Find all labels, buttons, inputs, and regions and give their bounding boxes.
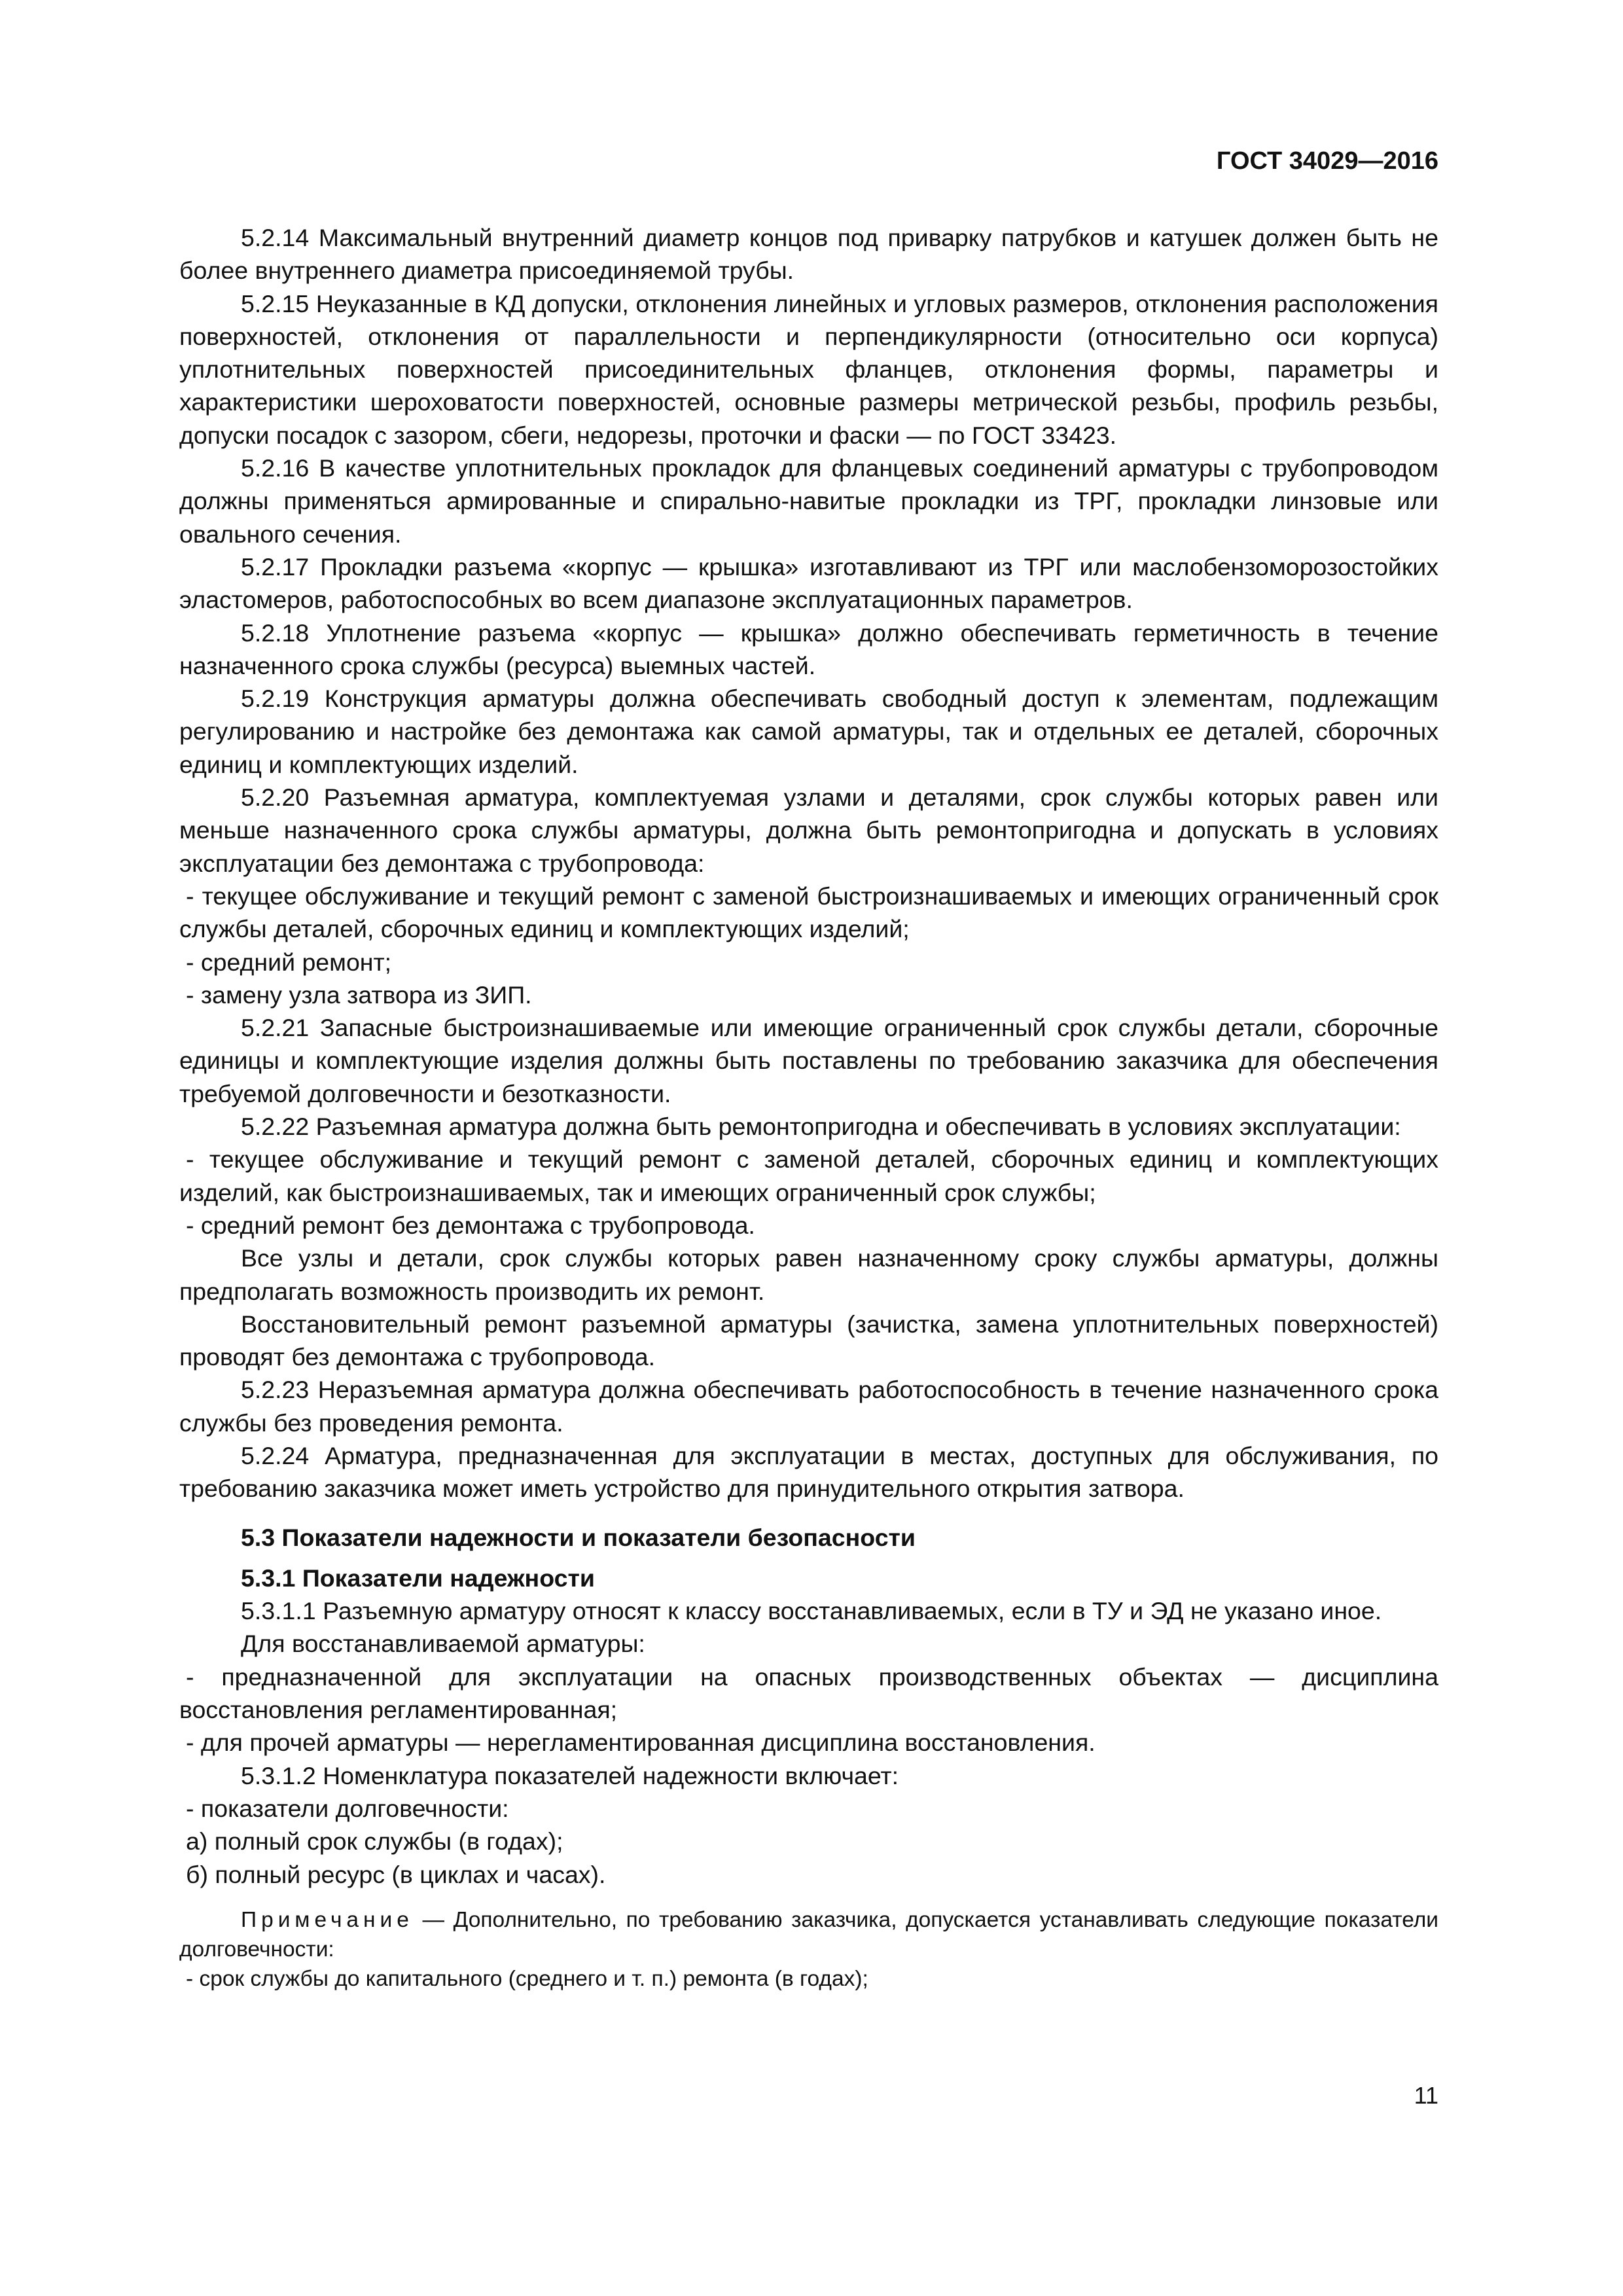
paragraph: Все узлы и детали, срок службы которых равен назначенному сроку службы арматуры, должны предполагать возможность производить их ремонт.	[179, 1244, 1438, 1305]
list-item: - предназначенной для эксплуатации на опасных производственных объектах — дисциплина восстановления регламентированная;	[179, 1662, 1438, 1724]
note	[179, 1905, 1438, 1964]
clause-5-2-24: 5.2.24 Арматура, предназначенная для эксплуатации в местах, доступных для обслуживания, по требованию заказчика может иметь устройство для принудительного открытия затвора.	[179, 1441, 1438, 1503]
clause-5-2-19: 5.2.19 Конструкция арматуры должна обеспечивать свободный доступ к элементам, подлежащим регулированию и настройке без демонтажа как самой арматуры, так и отдельных ее деталей, сборочных единиц и комплектующих изделий.	[179, 685, 1438, 778]
paragraph: Восстановительный ремонт разъемной арматуры (зачистка, замена уплотнительных поверхностей) проводят без демонтажа с трубопровода.	[179, 1310, 1438, 1371]
paragraph: Для восстанавливаемой арматуры:	[241, 1630, 645, 1658]
body-text	[179, 221, 1438, 1994]
note-list-item: - срок службы до капитального (среднего и т. п.) ремонта (в годах);	[186, 1966, 868, 1991]
list-item: а) полный срок службы (в годах);	[186, 1827, 563, 1856]
subsection-heading-5-3-1: 5.3.1 Показатели надежности	[241, 1564, 595, 1592]
clause-5-2-18: 5.2.18 Уплотнение разъема «корпус — крышка» должно обеспечивать герметичность в течение назначенного срока службы (ресурса) выемных частей.	[179, 619, 1438, 679]
clause-5-2-16: 5.2.16 В качестве уплотнительных прокладок для фланцевых соединений арматуры с трубопроводом должны применяться армированные и спирально-навитые прокладки из ТРГ, прокладки линзовые или овального сечения.	[179, 454, 1438, 548]
note-label: Примечание	[241, 1907, 414, 1932]
list-item: - средний ремонт;	[186, 948, 392, 976]
section-heading-5-3: 5.3 Показатели надежности и показатели безопасности	[241, 1523, 916, 1551]
clause-5-2-14: 5.2.14 Максимальный внутренний диаметр концов под приварку патрубков и катушек должен быть не более внутреннего диаметра присоединяемой трубы.	[179, 224, 1438, 285]
clause-5-3-1-1: 5.3.1.1 Разъемную арматуру относят к классу восстанавливаемых, если в ТУ и ЭД не указано иное.	[241, 1597, 1382, 1625]
clause-5-2-15: 5.2.15 Неуказанные в КД допуски, отклонения линейных и угловых размеров, отклонения расположения поверхностей, отклонения от параллельности и перпендикулярности (относительно оси корпуса) уплотнительных поверхностей присоединительных фланцев, отклонения формы, параметры и характеристики шероховатости поверхностей, основные размеры метрической резьбы, профиль резьбы, допуски посадок с зазором, сбеги, недорезы, проточки и фаски — по ГОСТ 33423.	[179, 289, 1438, 449]
clause-5-3-1-2: 5.3.1.2 Номенклатура показателей надежности включает:	[241, 1761, 899, 1789]
clause-5-2-17: 5.2.17 Прокладки разъема «корпус — крышка» изготавливают из ТРГ или маслобензоморозостойких эластомеров, работоспособных во всем диапазоне эксплуатационных параметров.	[179, 552, 1438, 614]
page-number: 11	[1414, 2082, 1438, 2109]
document-number: ГОСТ 34029—2016	[1216, 147, 1438, 175]
note-text: — Дополнительно, по требованию заказчика, допускается устанавливать следующие показатели долговечности:	[179, 1907, 1438, 1962]
list-item: - замену узла затвора из ЗИП.	[186, 980, 532, 1009]
clause-5-2-21: 5.2.21 Запасные быстроизнашиваемые или имеющие ограниченный срок службы детали, сборочные единицы и комплектующие изделия должны быть поставлены по требованию заказчика для обеспечения требуемой долговечности и безотказности.	[179, 1014, 1438, 1107]
list-item: - текущее обслуживание и текущий ремонт с заменой деталей, сборочных единиц и комплектующих изделий, как быстроизнашиваемых, так и имеющих ограниченный срок службы;	[179, 1145, 1438, 1206]
clause-5-2-22: 5.2.22 Разъемная арматура должна быть ремонтопригодна и обеспечивать в условиях эксплуатации:	[241, 1113, 1401, 1141]
clause-5-2-23: 5.2.23 Неразъемная арматура должна обеспечивать работоспособность в течение назначенного срока службы без проведения ремонта.	[179, 1376, 1438, 1437]
list-item: - средний ремонт без демонтажа с трубопровода.	[186, 1211, 755, 1239]
list-item: - показатели долговечности:	[186, 1794, 509, 1822]
clause-5-2-20: 5.2.20 Разъемная арматура, комплектуемая узлами и деталями, срок службы которых равен или меньше назначенного срока службы арматуры, должна быть ремонтопригодна и допускать в условиях эксплуатации без демонтажа с трубопровода:	[179, 783, 1438, 877]
list-item: б) полный ресурс (в циклах и часах).	[186, 1860, 606, 1888]
list-item: - текущее обслуживание и текущий ремонт с заменой быстроизнашиваемых и имеющих ограниченный срок службы деталей, сборочных единиц и комплектующих изделий;	[179, 882, 1438, 943]
list-item: - для прочей арматуры — нерегламентированная дисциплина восстановления.	[186, 1729, 1096, 1757]
